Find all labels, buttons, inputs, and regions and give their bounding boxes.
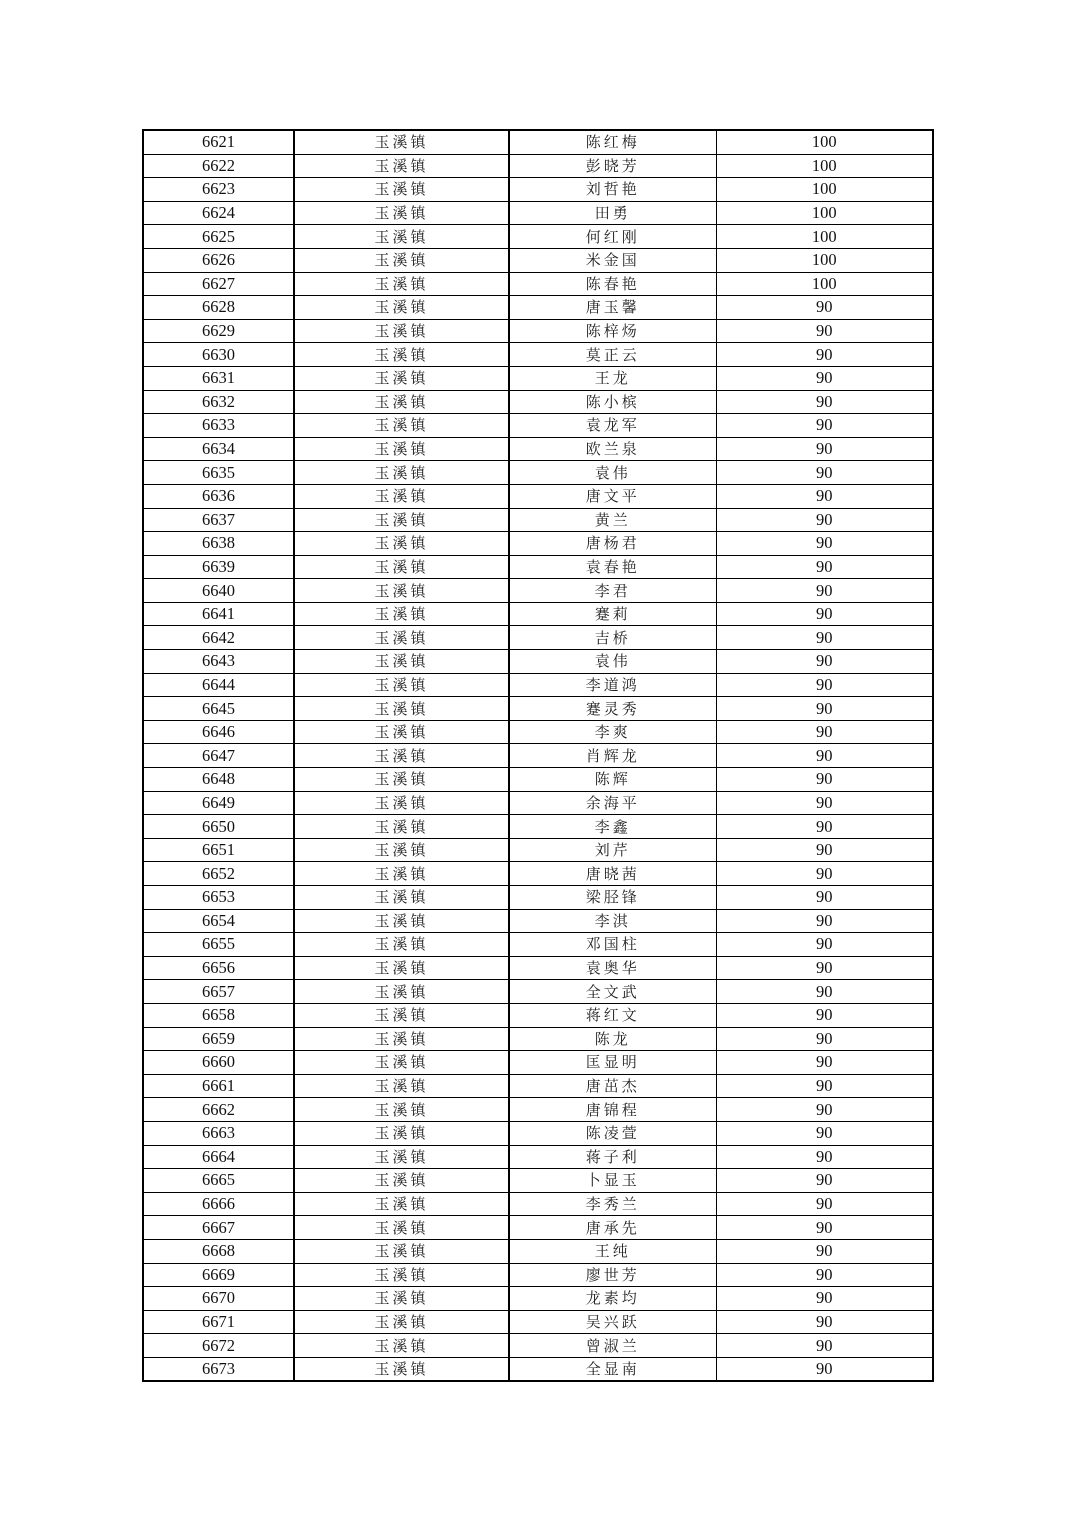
person-name-cell: 黄兰	[509, 508, 716, 532]
score-cell: 90	[716, 838, 933, 862]
row-number-cell: 6673	[143, 1357, 294, 1381]
score-cell: 90	[716, 815, 933, 839]
row-number-cell: 6669	[143, 1263, 294, 1287]
town-cell: 玉溪镇	[294, 909, 509, 933]
table-row	[143, 1216, 933, 1240]
table-row	[143, 178, 933, 202]
town-cell: 玉溪镇	[294, 1098, 509, 1122]
row-number-cell: 6665	[143, 1169, 294, 1193]
score-cell: 90	[716, 461, 933, 485]
score-cell: 90	[716, 555, 933, 579]
person-name-cell: 唐玉馨	[509, 296, 716, 320]
person-name-cell: 曾淑兰	[509, 1334, 716, 1358]
table-row	[143, 1334, 933, 1358]
row-number-cell: 6646	[143, 720, 294, 744]
town-cell: 玉溪镇	[294, 1027, 509, 1051]
row-number-cell: 6644	[143, 673, 294, 697]
person-name-cell: 米金国	[509, 248, 716, 272]
score-cell: 90	[716, 1287, 933, 1311]
row-number-cell: 6643	[143, 650, 294, 674]
score-cell: 90	[716, 1239, 933, 1263]
town-cell: 玉溪镇	[294, 862, 509, 886]
score-cell: 90	[716, 508, 933, 532]
town-cell: 玉溪镇	[294, 579, 509, 603]
town-cell: 玉溪镇	[294, 461, 509, 485]
score-cell: 90	[716, 697, 933, 721]
score-cell: 90	[716, 673, 933, 697]
row-number-cell: 6624	[143, 201, 294, 225]
score-cell: 90	[716, 390, 933, 414]
town-cell: 玉溪镇	[294, 130, 509, 154]
table-row	[143, 1263, 933, 1287]
person-name-cell: 袁龙军	[509, 414, 716, 438]
table-row	[143, 343, 933, 367]
row-number-cell: 6623	[143, 178, 294, 202]
town-cell: 玉溪镇	[294, 1003, 509, 1027]
town-cell: 玉溪镇	[294, 225, 509, 249]
row-number-cell: 6655	[143, 933, 294, 957]
table-row	[143, 933, 933, 957]
row-number-cell: 6648	[143, 768, 294, 792]
score-cell: 90	[716, 909, 933, 933]
person-name-cell: 袁伟	[509, 650, 716, 674]
person-name-cell: 唐文平	[509, 484, 716, 508]
row-number-cell: 6621	[143, 130, 294, 154]
town-cell: 玉溪镇	[294, 744, 509, 768]
person-name-cell: 蹇莉	[509, 602, 716, 626]
town-cell: 玉溪镇	[294, 1357, 509, 1381]
row-number-cell: 6656	[143, 956, 294, 980]
person-name-cell: 刘哲艳	[509, 178, 716, 202]
town-cell: 玉溪镇	[294, 1334, 509, 1358]
table-row	[143, 1051, 933, 1075]
person-name-cell: 袁奥华	[509, 956, 716, 980]
row-number-cell: 6662	[143, 1098, 294, 1122]
row-number-cell: 6627	[143, 272, 294, 296]
town-cell: 玉溪镇	[294, 697, 509, 721]
row-number-cell: 6641	[143, 602, 294, 626]
row-number-cell: 6625	[143, 225, 294, 249]
person-name-cell: 蒋子利	[509, 1145, 716, 1169]
town-cell: 玉溪镇	[294, 1263, 509, 1287]
person-name-cell: 唐茁杰	[509, 1074, 716, 1098]
town-cell: 玉溪镇	[294, 178, 509, 202]
person-name-cell: 余海平	[509, 791, 716, 815]
person-name-cell: 唐承先	[509, 1216, 716, 1240]
row-number-cell: 6653	[143, 886, 294, 910]
score-cell: 90	[716, 1027, 933, 1051]
score-cell: 100	[716, 225, 933, 249]
town-cell: 玉溪镇	[294, 956, 509, 980]
score-cell: 90	[716, 296, 933, 320]
person-name-cell: 田勇	[509, 201, 716, 225]
score-cell: 90	[716, 1145, 933, 1169]
table-row	[143, 1027, 933, 1051]
table-row	[143, 720, 933, 744]
row-number-cell: 6667	[143, 1216, 294, 1240]
person-name-cell: 邓国柱	[509, 933, 716, 957]
table-row	[143, 532, 933, 556]
table-row	[143, 650, 933, 674]
person-name-cell: 卜显玉	[509, 1169, 716, 1193]
score-cell: 90	[716, 1263, 933, 1287]
town-cell: 玉溪镇	[294, 1074, 509, 1098]
person-name-cell: 彭晓芳	[509, 154, 716, 178]
row-number-cell: 6668	[143, 1239, 294, 1263]
table-row	[143, 815, 933, 839]
score-cell: 90	[716, 1169, 933, 1193]
person-name-cell: 袁伟	[509, 461, 716, 485]
table-row	[143, 555, 933, 579]
town-cell: 玉溪镇	[294, 815, 509, 839]
row-number-cell: 6635	[143, 461, 294, 485]
table-body	[143, 130, 933, 1381]
town-cell: 玉溪镇	[294, 1216, 509, 1240]
score-cell: 90	[716, 626, 933, 650]
score-cell: 90	[716, 1121, 933, 1145]
person-name-cell: 陈小槟	[509, 390, 716, 414]
score-cell: 90	[716, 343, 933, 367]
person-name-cell: 陈红梅	[509, 130, 716, 154]
person-name-cell: 李道鸿	[509, 673, 716, 697]
town-cell: 玉溪镇	[294, 1121, 509, 1145]
town-cell: 玉溪镇	[294, 791, 509, 815]
table-row	[143, 1239, 933, 1263]
row-number-cell: 6652	[143, 862, 294, 886]
person-name-cell: 吉桥	[509, 626, 716, 650]
score-cell: 90	[716, 319, 933, 343]
row-number-cell: 6638	[143, 532, 294, 556]
table-row	[143, 154, 933, 178]
row-number-cell: 6666	[143, 1192, 294, 1216]
table-row	[143, 248, 933, 272]
table-row	[143, 414, 933, 438]
table-row	[143, 1098, 933, 1122]
score-cell: 90	[716, 744, 933, 768]
row-number-cell: 6647	[143, 744, 294, 768]
table-row	[143, 1192, 933, 1216]
town-cell: 玉溪镇	[294, 508, 509, 532]
table-row	[143, 390, 933, 414]
score-cell: 100	[716, 154, 933, 178]
town-cell: 玉溪镇	[294, 1310, 509, 1334]
row-number-cell: 6629	[143, 319, 294, 343]
town-cell: 玉溪镇	[294, 532, 509, 556]
town-cell: 玉溪镇	[294, 390, 509, 414]
row-number-cell: 6642	[143, 626, 294, 650]
town-cell: 玉溪镇	[294, 272, 509, 296]
score-cell: 90	[716, 484, 933, 508]
person-name-cell: 王龙	[509, 366, 716, 390]
town-cell: 玉溪镇	[294, 555, 509, 579]
table-row	[143, 956, 933, 980]
score-cell: 90	[716, 650, 933, 674]
row-number-cell: 6630	[143, 343, 294, 367]
score-cell: 90	[716, 366, 933, 390]
table-row	[143, 1169, 933, 1193]
town-cell: 玉溪镇	[294, 319, 509, 343]
row-number-cell: 6649	[143, 791, 294, 815]
score-cell: 90	[716, 1098, 933, 1122]
score-cell: 90	[716, 1003, 933, 1027]
town-cell: 玉溪镇	[294, 414, 509, 438]
table-row	[143, 201, 933, 225]
row-number-cell: 6654	[143, 909, 294, 933]
table-row	[143, 1003, 933, 1027]
table-row	[143, 484, 933, 508]
person-name-cell: 廖世芳	[509, 1263, 716, 1287]
score-cell: 90	[716, 1074, 933, 1098]
person-name-cell: 唐杨君	[509, 532, 716, 556]
table-row	[143, 602, 933, 626]
town-cell: 玉溪镇	[294, 1192, 509, 1216]
score-cell: 90	[716, 956, 933, 980]
row-number-cell: 6633	[143, 414, 294, 438]
town-cell: 玉溪镇	[294, 201, 509, 225]
town-cell: 玉溪镇	[294, 673, 509, 697]
person-name-cell: 全显南	[509, 1357, 716, 1381]
row-number-cell: 6664	[143, 1145, 294, 1169]
row-number-cell: 6661	[143, 1074, 294, 1098]
person-name-cell: 陈辉	[509, 768, 716, 792]
score-cell: 100	[716, 201, 933, 225]
table-row	[143, 909, 933, 933]
row-number-cell: 6628	[143, 296, 294, 320]
table-row	[143, 886, 933, 910]
row-number-cell: 6672	[143, 1334, 294, 1358]
person-name-cell: 肖辉龙	[509, 744, 716, 768]
row-number-cell: 6650	[143, 815, 294, 839]
town-cell: 玉溪镇	[294, 366, 509, 390]
row-number-cell: 6658	[143, 1003, 294, 1027]
row-number-cell: 6631	[143, 366, 294, 390]
score-cell: 90	[716, 414, 933, 438]
score-cell: 100	[716, 248, 933, 272]
row-number-cell: 6636	[143, 484, 294, 508]
table-row	[143, 768, 933, 792]
score-cell: 90	[716, 1310, 933, 1334]
town-cell: 玉溪镇	[294, 768, 509, 792]
table-row	[143, 1287, 933, 1311]
row-number-cell: 6645	[143, 697, 294, 721]
row-number-cell: 6651	[143, 838, 294, 862]
town-cell: 玉溪镇	[294, 1145, 509, 1169]
table-row	[143, 437, 933, 461]
person-name-cell: 蹇灵秀	[509, 697, 716, 721]
table-row	[143, 862, 933, 886]
score-cell: 90	[716, 1216, 933, 1240]
person-name-cell: 蒋红文	[509, 1003, 716, 1027]
table-row	[143, 626, 933, 650]
row-number-cell: 6671	[143, 1310, 294, 1334]
town-cell: 玉溪镇	[294, 650, 509, 674]
table-row	[143, 673, 933, 697]
data-table	[142, 129, 934, 1382]
town-cell: 玉溪镇	[294, 980, 509, 1004]
person-name-cell: 全文武	[509, 980, 716, 1004]
table-row	[143, 744, 933, 768]
table-row	[143, 980, 933, 1004]
table-row	[143, 697, 933, 721]
score-cell: 90	[716, 602, 933, 626]
row-number-cell: 6659	[143, 1027, 294, 1051]
score-cell: 100	[716, 130, 933, 154]
table-row	[143, 1145, 933, 1169]
table-row	[143, 319, 933, 343]
person-name-cell: 李爽	[509, 720, 716, 744]
person-name-cell: 李秀兰	[509, 1192, 716, 1216]
row-number-cell: 6660	[143, 1051, 294, 1075]
table-row	[143, 791, 933, 815]
person-name-cell: 袁春艳	[509, 555, 716, 579]
person-name-cell: 陈凌萱	[509, 1121, 716, 1145]
town-cell: 玉溪镇	[294, 1239, 509, 1263]
person-name-cell: 龙素均	[509, 1287, 716, 1311]
person-name-cell: 李鑫	[509, 815, 716, 839]
person-name-cell: 唐锦程	[509, 1098, 716, 1122]
score-cell: 90	[716, 437, 933, 461]
town-cell: 玉溪镇	[294, 154, 509, 178]
score-cell: 90	[716, 579, 933, 603]
town-cell: 玉溪镇	[294, 437, 509, 461]
town-cell: 玉溪镇	[294, 1287, 509, 1311]
person-name-cell: 陈春艳	[509, 272, 716, 296]
score-cell: 90	[716, 532, 933, 556]
table-row	[143, 366, 933, 390]
person-name-cell: 莫正云	[509, 343, 716, 367]
town-cell: 玉溪镇	[294, 343, 509, 367]
person-name-cell: 陈梓炀	[509, 319, 716, 343]
score-cell: 90	[716, 980, 933, 1004]
score-cell: 100	[716, 178, 933, 202]
table-row	[143, 1357, 933, 1381]
town-cell: 玉溪镇	[294, 720, 509, 744]
table-row	[143, 1310, 933, 1334]
score-cell: 90	[716, 1334, 933, 1358]
table-row	[143, 1121, 933, 1145]
town-cell: 玉溪镇	[294, 626, 509, 650]
town-cell: 玉溪镇	[294, 602, 509, 626]
score-cell: 90	[716, 886, 933, 910]
person-name-cell: 李淇	[509, 909, 716, 933]
table-row	[143, 225, 933, 249]
table-row	[143, 838, 933, 862]
town-cell: 玉溪镇	[294, 296, 509, 320]
row-number-cell: 6640	[143, 579, 294, 603]
table-row	[143, 272, 933, 296]
row-number-cell: 6639	[143, 555, 294, 579]
row-number-cell: 6663	[143, 1121, 294, 1145]
person-name-cell: 陈龙	[509, 1027, 716, 1051]
person-name-cell: 欧兰泉	[509, 437, 716, 461]
score-cell: 90	[716, 1357, 933, 1381]
town-cell: 玉溪镇	[294, 248, 509, 272]
town-cell: 玉溪镇	[294, 838, 509, 862]
person-name-cell: 刘芹	[509, 838, 716, 862]
row-number-cell: 6634	[143, 437, 294, 461]
table-row	[143, 461, 933, 485]
row-number-cell: 6657	[143, 980, 294, 1004]
town-cell: 玉溪镇	[294, 933, 509, 957]
score-cell: 100	[716, 272, 933, 296]
score-cell: 90	[716, 933, 933, 957]
person-name-cell: 匡显明	[509, 1051, 716, 1075]
score-cell: 90	[716, 791, 933, 815]
person-name-cell: 王纯	[509, 1239, 716, 1263]
table-row	[143, 130, 933, 154]
table-row	[143, 508, 933, 532]
score-cell: 90	[716, 768, 933, 792]
table-row	[143, 296, 933, 320]
town-cell: 玉溪镇	[294, 484, 509, 508]
person-name-cell: 何红刚	[509, 225, 716, 249]
town-cell: 玉溪镇	[294, 1051, 509, 1075]
row-number-cell: 6632	[143, 390, 294, 414]
person-name-cell: 唐晓茜	[509, 862, 716, 886]
score-cell: 90	[716, 1192, 933, 1216]
score-cell: 90	[716, 862, 933, 886]
row-number-cell: 6637	[143, 508, 294, 532]
row-number-cell: 6626	[143, 248, 294, 272]
score-cell: 90	[716, 1051, 933, 1075]
table-row	[143, 1074, 933, 1098]
table-row	[143, 579, 933, 603]
person-name-cell: 吴兴跃	[509, 1310, 716, 1334]
person-name-cell: 李君	[509, 579, 716, 603]
row-number-cell: 6622	[143, 154, 294, 178]
town-cell: 玉溪镇	[294, 1169, 509, 1193]
town-cell: 玉溪镇	[294, 886, 509, 910]
row-number-cell: 6670	[143, 1287, 294, 1311]
person-name-cell: 梁胫锋	[509, 886, 716, 910]
score-cell: 90	[716, 720, 933, 744]
